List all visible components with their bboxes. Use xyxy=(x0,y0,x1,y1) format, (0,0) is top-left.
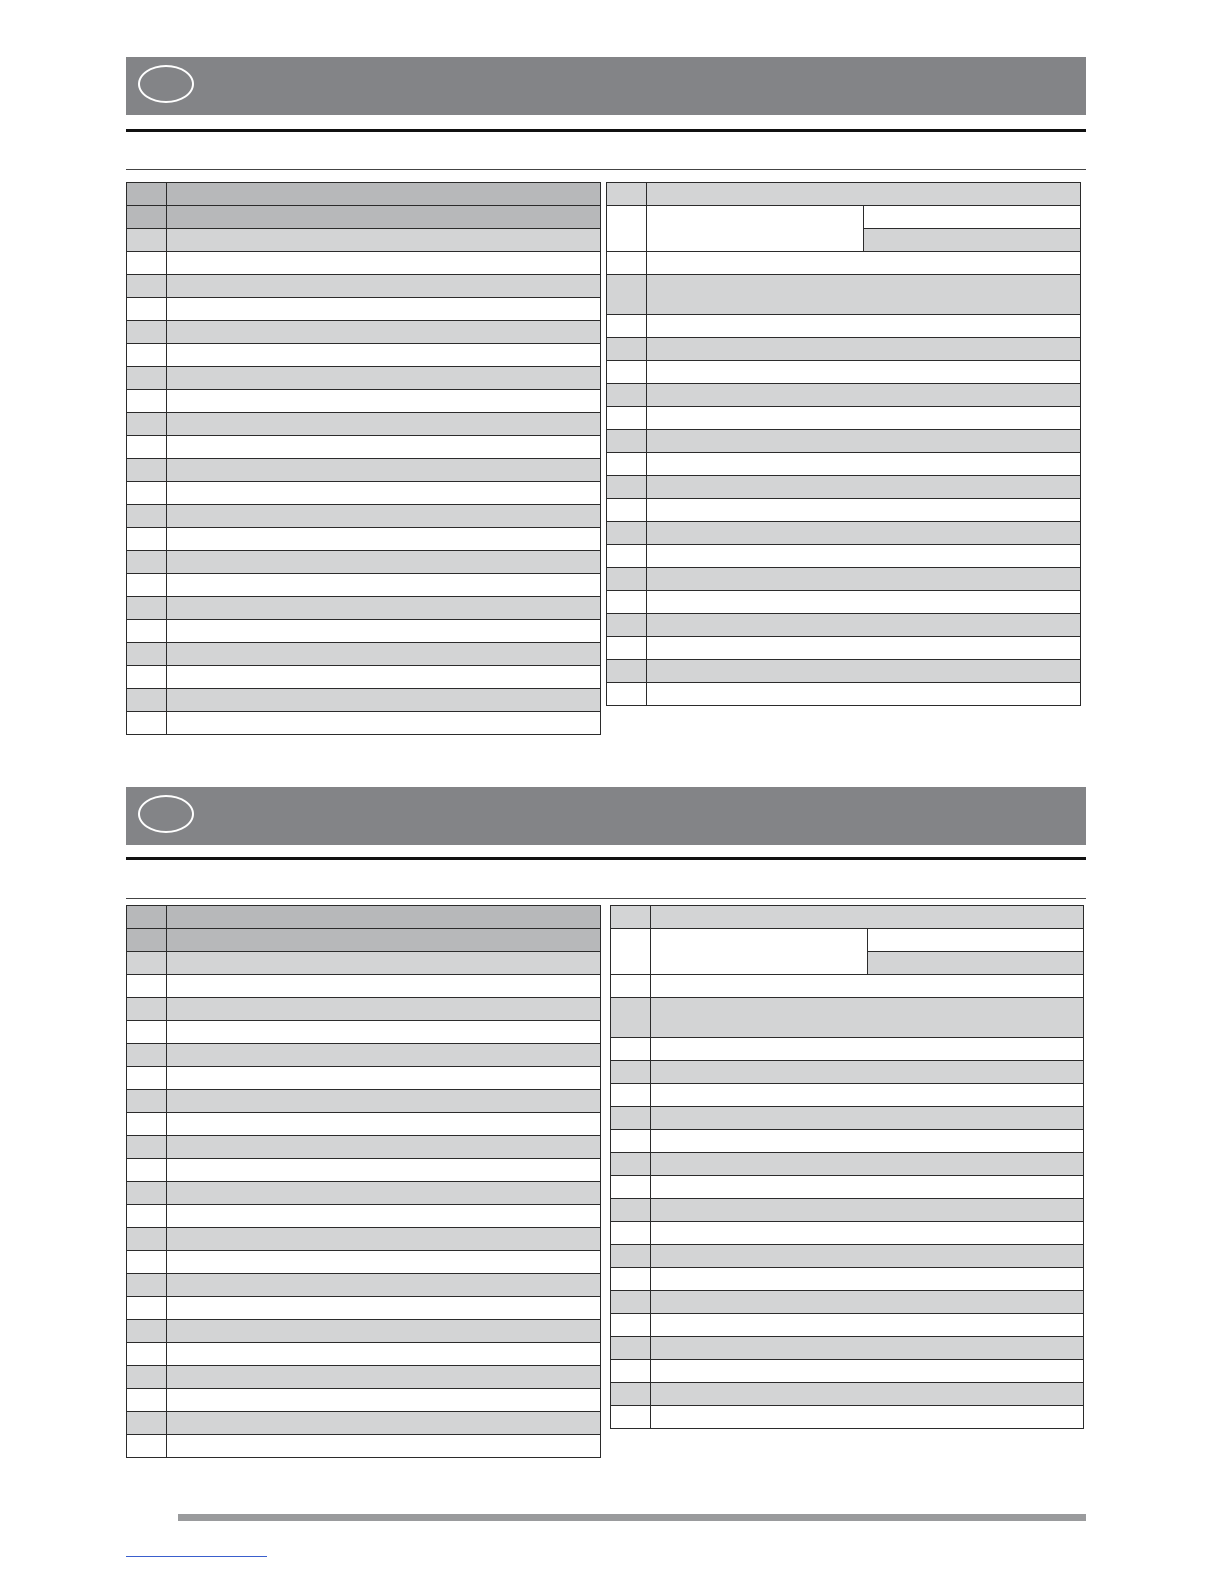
row-number-cell xyxy=(607,361,647,384)
row-number-cell xyxy=(127,975,167,998)
header-content-cell xyxy=(647,183,1081,206)
row-content-cell xyxy=(651,975,1084,998)
row-number-cell xyxy=(127,344,167,367)
table-row xyxy=(611,998,1084,1038)
row-content-cell xyxy=(651,1383,1084,1406)
table-row xyxy=(127,1435,601,1458)
table-row xyxy=(611,1176,1084,1199)
row-number-cell xyxy=(127,482,167,505)
row-content-cell xyxy=(167,252,601,275)
row-number-cell xyxy=(127,929,167,952)
row-number-cell xyxy=(127,252,167,275)
row-content-cell xyxy=(651,1084,1084,1107)
row-content-cell xyxy=(647,407,1081,430)
row-content-cell xyxy=(651,1314,1084,1337)
row-number-cell xyxy=(127,1412,167,1435)
table-row xyxy=(127,1205,601,1228)
row-content-cell xyxy=(647,591,1081,614)
row-number-cell xyxy=(127,574,167,597)
table-row xyxy=(607,407,1081,430)
table-row xyxy=(127,574,601,597)
row-number-cell xyxy=(607,522,647,545)
row-number-cell xyxy=(127,1274,167,1297)
row-content-cell xyxy=(647,361,1081,384)
table-row xyxy=(127,1274,601,1297)
table-row xyxy=(607,499,1081,522)
section-rule-thin xyxy=(126,898,1086,899)
table-row xyxy=(127,1228,601,1251)
table-row xyxy=(607,545,1081,568)
left-table-2 xyxy=(126,905,601,1458)
table-row xyxy=(127,1159,601,1182)
table-row xyxy=(127,229,601,252)
row-number-cell xyxy=(127,1435,167,1458)
row-number-cell xyxy=(607,384,647,407)
row-number-cell xyxy=(127,1205,167,1228)
footer-link[interactable] xyxy=(126,1556,267,1557)
footer-bar xyxy=(178,1514,1086,1521)
row-number-cell xyxy=(607,568,647,591)
table-row xyxy=(611,1314,1084,1337)
row-number-cell xyxy=(611,1038,651,1061)
row-number-cell xyxy=(607,275,647,315)
row-number-cell xyxy=(607,499,647,522)
table-row xyxy=(127,459,601,482)
row-content-cell xyxy=(167,929,601,952)
row-number-cell xyxy=(127,1090,167,1113)
table-row xyxy=(127,528,601,551)
row-content-cell xyxy=(651,1406,1084,1429)
row-number-cell xyxy=(127,459,167,482)
row-number-cell xyxy=(607,315,647,338)
row-content-cell xyxy=(167,1159,601,1182)
table-row xyxy=(127,252,601,275)
table-row xyxy=(127,344,601,367)
table-row xyxy=(611,1061,1084,1084)
table-row xyxy=(607,361,1081,384)
row-number-cell xyxy=(127,1251,167,1274)
row-value-cell xyxy=(867,929,1084,952)
row-content-cell xyxy=(167,1044,601,1067)
row-content-cell xyxy=(167,1366,601,1389)
table-row xyxy=(611,1084,1084,1107)
row-number-cell xyxy=(127,413,167,436)
row-content-cell xyxy=(651,1337,1084,1360)
row-content-cell xyxy=(167,505,601,528)
table-row xyxy=(127,1067,601,1090)
row-content-cell xyxy=(167,906,601,929)
table-row xyxy=(607,637,1081,660)
table-row xyxy=(127,298,601,321)
table-row xyxy=(607,568,1081,591)
row-number-cell xyxy=(127,551,167,574)
row-content-cell xyxy=(167,689,601,712)
row-value-cell xyxy=(864,206,1081,229)
section-header-1 xyxy=(126,57,1086,115)
table-header-row xyxy=(607,183,1081,206)
row-number-cell xyxy=(611,1406,651,1429)
row-content-cell xyxy=(647,568,1081,591)
table-row xyxy=(611,1245,1084,1268)
row-number-cell xyxy=(607,660,647,683)
row-content-cell xyxy=(167,1228,601,1251)
row-number-cell xyxy=(127,689,167,712)
row-content-cell xyxy=(651,1061,1084,1084)
row-number-cell xyxy=(127,666,167,689)
row-number-cell xyxy=(611,1084,651,1107)
row-number-cell xyxy=(127,1159,167,1182)
row-number-cell xyxy=(127,528,167,551)
row-number-cell xyxy=(611,1061,651,1084)
row-number-cell xyxy=(127,906,167,929)
table-row xyxy=(127,1412,601,1435)
table-row xyxy=(607,338,1081,361)
row-content-cell xyxy=(167,344,601,367)
row-content-cell xyxy=(167,459,601,482)
row-content-cell xyxy=(647,338,1081,361)
row-content-cell xyxy=(167,1274,601,1297)
row-number-cell xyxy=(611,929,651,975)
row-number-cell xyxy=(127,436,167,459)
table-row xyxy=(127,643,601,666)
table-row xyxy=(611,1268,1084,1291)
row-content-cell xyxy=(167,436,601,459)
row-number-cell xyxy=(607,430,647,453)
table-row xyxy=(611,1360,1084,1383)
row-number-cell xyxy=(611,1176,651,1199)
section-badge-icon xyxy=(138,65,194,103)
row-number-cell xyxy=(607,338,647,361)
table-row xyxy=(127,505,601,528)
row-content-cell xyxy=(167,975,601,998)
header-content-cell xyxy=(651,906,1084,929)
table-row xyxy=(607,660,1081,683)
row-number-cell xyxy=(611,1222,651,1245)
row-number-cell xyxy=(607,545,647,568)
table-row xyxy=(127,551,601,574)
row-content-cell xyxy=(647,430,1081,453)
row-content-cell xyxy=(167,952,601,975)
row-number-cell xyxy=(127,367,167,390)
row-content-cell xyxy=(167,1412,601,1435)
row-content-cell xyxy=(651,1176,1084,1199)
table-row xyxy=(607,384,1081,407)
row-content-cell xyxy=(167,482,601,505)
header-number-cell xyxy=(611,906,651,929)
row-content-cell xyxy=(167,620,601,643)
row-content-cell xyxy=(651,1222,1084,1245)
row-number-cell xyxy=(611,1360,651,1383)
row-number-cell xyxy=(611,1314,651,1337)
row-content-cell xyxy=(167,413,601,436)
table-row xyxy=(607,252,1081,275)
table-row xyxy=(127,1366,601,1389)
row-content-cell xyxy=(651,1291,1084,1314)
row-content-cell xyxy=(647,683,1081,706)
section-rule-thick xyxy=(126,129,1086,132)
row-number-cell xyxy=(127,390,167,413)
row-content-cell xyxy=(651,1245,1084,1268)
row-content-cell xyxy=(167,390,601,413)
table-row xyxy=(127,1251,601,1274)
row-content-cell xyxy=(651,998,1084,1038)
table-row xyxy=(127,413,601,436)
row-content-cell xyxy=(167,1435,601,1458)
table-row xyxy=(127,1136,601,1159)
row-content-cell xyxy=(651,1107,1084,1130)
row-number-cell xyxy=(127,1021,167,1044)
table-row xyxy=(127,1044,601,1067)
row-content-cell xyxy=(647,660,1081,683)
row-content-cell xyxy=(167,321,601,344)
table-row xyxy=(611,1107,1084,1130)
row-value-cell xyxy=(867,952,1084,975)
table-row xyxy=(127,1343,601,1366)
row-number-cell xyxy=(611,975,651,998)
row-number-cell xyxy=(611,1130,651,1153)
table-row xyxy=(607,315,1081,338)
table-row xyxy=(127,929,601,952)
row-content-cell xyxy=(167,1182,601,1205)
row-content-cell xyxy=(167,666,601,689)
row-content-cell xyxy=(167,1090,601,1113)
table-row xyxy=(607,430,1081,453)
row-content-cell xyxy=(651,1268,1084,1291)
table-header-row xyxy=(611,906,1084,929)
table-row xyxy=(611,1130,1084,1153)
table-row xyxy=(127,390,601,413)
row-content-cell xyxy=(167,574,601,597)
row-number-cell xyxy=(127,952,167,975)
table-row xyxy=(127,1297,601,1320)
row-content-cell xyxy=(647,252,1081,275)
row-number-cell xyxy=(127,1228,167,1251)
table-row xyxy=(127,689,601,712)
row-content-cell xyxy=(651,1130,1084,1153)
row-content-cell xyxy=(647,545,1081,568)
row-number-cell xyxy=(607,614,647,637)
row-content-cell xyxy=(167,1205,601,1228)
row-content-cell xyxy=(651,1360,1084,1383)
row-content-cell xyxy=(167,1021,601,1044)
row-number-cell xyxy=(611,1268,651,1291)
row-content-cell xyxy=(167,229,601,252)
row-number-cell xyxy=(607,476,647,499)
table-row xyxy=(127,952,601,975)
row-number-cell xyxy=(611,998,651,1038)
row-content-cell xyxy=(167,367,601,390)
table-row xyxy=(611,975,1084,998)
row-content-cell xyxy=(647,614,1081,637)
table-row xyxy=(607,275,1081,315)
row-content-cell xyxy=(167,1113,601,1136)
table-row xyxy=(127,1389,601,1412)
table-row xyxy=(607,206,1081,229)
table-row xyxy=(127,367,601,390)
table-row xyxy=(127,482,601,505)
row-content-cell xyxy=(167,597,601,620)
row-number-cell xyxy=(611,1337,651,1360)
table-row xyxy=(127,906,601,929)
row-number-cell xyxy=(127,275,167,298)
row-number-cell xyxy=(611,1383,651,1406)
table-row xyxy=(611,929,1084,952)
row-number-cell xyxy=(127,1343,167,1366)
row-number-cell xyxy=(611,1245,651,1268)
row-content-cell xyxy=(647,384,1081,407)
row-number-cell xyxy=(127,1320,167,1343)
row-content-cell xyxy=(167,206,601,229)
section-rule-thin xyxy=(126,169,1086,170)
table-row xyxy=(607,683,1081,706)
row-number-cell xyxy=(607,591,647,614)
row-number-cell xyxy=(611,1153,651,1176)
header-number-cell xyxy=(607,183,647,206)
section-header-2 xyxy=(126,787,1086,845)
table-row xyxy=(127,620,601,643)
right-table-2 xyxy=(610,905,1084,1429)
table-row xyxy=(607,453,1081,476)
row-content-cell xyxy=(167,1136,601,1159)
row-number-cell xyxy=(607,683,647,706)
table-row xyxy=(127,998,601,1021)
row-number-cell xyxy=(607,206,647,252)
row-number-cell xyxy=(611,1107,651,1130)
row-number-cell xyxy=(127,1044,167,1067)
table-row xyxy=(607,614,1081,637)
section-badge-icon xyxy=(138,795,194,833)
row-content-cell xyxy=(647,453,1081,476)
table-row xyxy=(127,1320,601,1343)
row-number-cell xyxy=(127,206,167,229)
row-number-cell xyxy=(127,712,167,735)
row-content-cell xyxy=(167,1389,601,1412)
table-row xyxy=(611,1199,1084,1222)
row-content-cell xyxy=(167,528,601,551)
table-row xyxy=(127,597,601,620)
row-content-cell xyxy=(647,315,1081,338)
table-row xyxy=(127,1021,601,1044)
table-row xyxy=(127,712,601,735)
table-row xyxy=(127,206,601,229)
row-content-cell xyxy=(167,1297,601,1320)
row-content-cell xyxy=(167,1343,601,1366)
row-number-cell xyxy=(127,597,167,620)
row-content-cell xyxy=(167,998,601,1021)
row-content-cell xyxy=(647,522,1081,545)
table-row xyxy=(127,321,601,344)
row-number-cell xyxy=(127,1389,167,1412)
row-content-cell xyxy=(647,275,1081,315)
row-number-cell xyxy=(127,1182,167,1205)
table-row xyxy=(127,275,601,298)
row-content-cell xyxy=(647,476,1081,499)
row-number-cell xyxy=(607,637,647,660)
table-row xyxy=(611,1337,1084,1360)
row-number-cell xyxy=(127,620,167,643)
row-content-cell xyxy=(167,643,601,666)
table-row xyxy=(127,666,601,689)
row-number-cell xyxy=(607,453,647,476)
table-row xyxy=(611,1222,1084,1245)
table-row xyxy=(127,436,601,459)
row-content-cell xyxy=(651,1038,1084,1061)
row-content-cell xyxy=(167,183,601,206)
row-content-cell xyxy=(167,275,601,298)
row-number-cell xyxy=(127,1113,167,1136)
row-content-cell xyxy=(167,298,601,321)
row-number-cell xyxy=(127,321,167,344)
row-content-cell xyxy=(651,1199,1084,1222)
table-row xyxy=(127,1182,601,1205)
row-content-cell xyxy=(167,1320,601,1343)
row-value-cell xyxy=(864,229,1081,252)
row-content-cell xyxy=(651,929,868,975)
row-content-cell xyxy=(167,1067,601,1090)
row-number-cell xyxy=(127,505,167,528)
row-number-cell xyxy=(127,1366,167,1389)
row-number-cell xyxy=(607,252,647,275)
row-number-cell xyxy=(127,998,167,1021)
row-number-cell xyxy=(127,183,167,206)
table-row xyxy=(611,1406,1084,1429)
table-row xyxy=(611,1153,1084,1176)
row-content-cell xyxy=(647,637,1081,660)
table-row xyxy=(611,1383,1084,1406)
row-number-cell xyxy=(127,1067,167,1090)
right-table-1 xyxy=(606,182,1081,706)
row-number-cell xyxy=(127,229,167,252)
left-table-1 xyxy=(126,182,601,735)
table-row xyxy=(607,476,1081,499)
row-content-cell xyxy=(167,712,601,735)
table-row xyxy=(611,1291,1084,1314)
table-row xyxy=(611,1038,1084,1061)
section-rule-thick xyxy=(126,857,1086,860)
table-row xyxy=(127,975,601,998)
table-row xyxy=(127,1090,601,1113)
table-row xyxy=(607,591,1081,614)
row-content-cell xyxy=(167,1251,601,1274)
row-content-cell xyxy=(647,499,1081,522)
row-number-cell xyxy=(127,1297,167,1320)
row-content-cell xyxy=(651,1153,1084,1176)
row-number-cell xyxy=(611,1291,651,1314)
row-number-cell xyxy=(127,1136,167,1159)
row-number-cell xyxy=(127,298,167,321)
row-content-cell xyxy=(167,551,601,574)
table-row xyxy=(127,1113,601,1136)
row-number-cell xyxy=(607,407,647,430)
table-row xyxy=(607,522,1081,545)
table-row xyxy=(127,183,601,206)
row-number-cell xyxy=(127,643,167,666)
row-number-cell xyxy=(611,1199,651,1222)
row-content-cell xyxy=(647,206,864,252)
